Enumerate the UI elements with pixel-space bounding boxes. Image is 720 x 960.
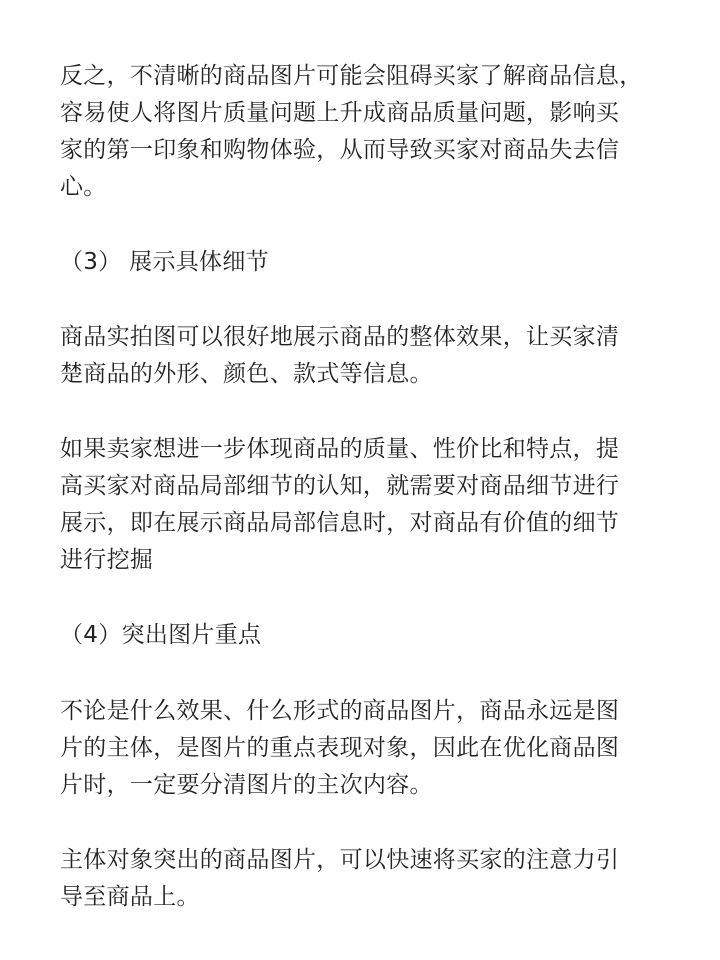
text-line: 如果卖家想进一步体现商品的质量、性价比和特点，提 [60, 436, 620, 462]
text-line: 反之，不清晰的商品图片可能会阻碍买家了解商品信息， [60, 63, 643, 89]
text-line: 展示，即在展示商品局部信息时，对商品有价值的细节 [60, 510, 620, 536]
text-line: 进行挖掘 [60, 547, 154, 573]
text-line: 主体对象突出的商品图片，可以快速将买家的注意力引 [60, 847, 620, 873]
text-line: 导至商品上。 [60, 884, 200, 910]
section-heading-highlight-focus [60, 617, 665, 654]
text-line: 心。 [60, 174, 107, 200]
text-line: 楚商品的外形、颜色、款式等信息。 [60, 361, 433, 387]
text-line: 容易使人将图片质量问题上升成商品质量问题，影响买 [60, 100, 620, 126]
paragraph-real-photos [60, 319, 665, 393]
paragraph-image-clarity [60, 58, 665, 206]
text-line: 家的第一印象和购物体验，从而导致买家对商品失去信 [60, 137, 620, 163]
heading-text: （4）突出图片重点 [60, 622, 262, 648]
text-line: 高买家对商品局部细节的认知，就需要对商品细节进行 [60, 473, 620, 499]
text-line: 片的主体，是图片的重点表现对象，因此在优化商品图 [60, 735, 620, 761]
paragraph-product-subject [60, 693, 665, 804]
section-heading-show-details [60, 244, 665, 281]
text-line: 片时，一定要分清图片的主次内容。 [60, 772, 433, 798]
text-line: 不论是什么效果、什么形式的商品图片，商品永远是图 [60, 698, 620, 724]
paragraph-detail-display [60, 431, 665, 579]
text-line: 商品实拍图可以很好地展示商品的整体效果，让买家清 [60, 324, 620, 350]
paragraph-buyer-attention [60, 842, 665, 916]
heading-text: （3） 展示具体细节 [60, 249, 269, 275]
